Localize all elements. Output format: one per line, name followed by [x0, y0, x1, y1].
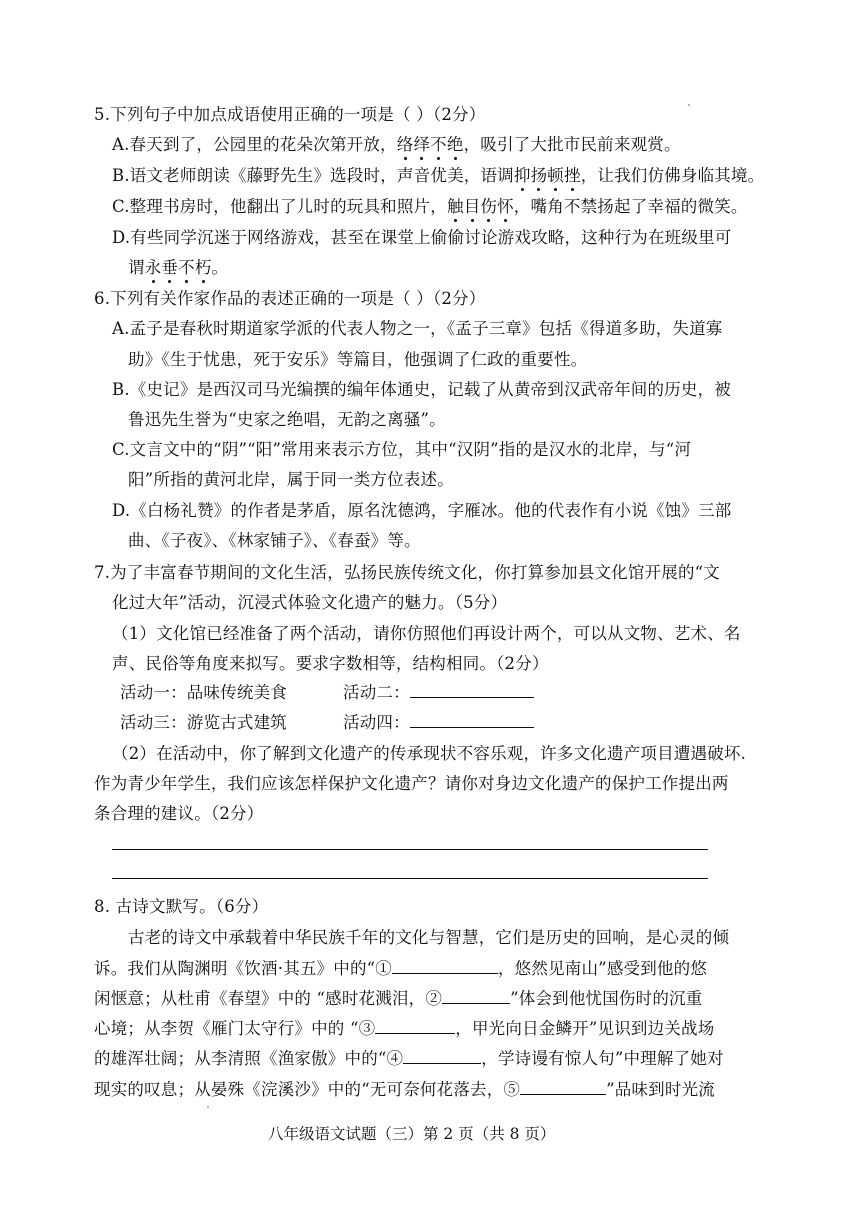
q5-c-before: C.整理书房时，他翻出了儿时的玩具和照片， [112, 197, 447, 216]
q6-stem: 6.下列有关作家作品的表述正确的一项是（ ）（2分） [94, 289, 486, 308]
dotted-char: 络 [396, 135, 414, 154]
q6-option-c-line2: 阳”所指的黄河北岸，属于同一类方位表述。 [128, 470, 454, 489]
scan-speck [207, 1106, 209, 1108]
blank-1[interactable] [392, 959, 498, 974]
activity-four [343, 712, 534, 734]
dotted-char: 不 [178, 258, 195, 277]
activity-three: 活动三：游览古式建筑 [120, 713, 287, 732]
activity-four-label: 活动四： [343, 713, 410, 732]
blank-2[interactable] [442, 989, 510, 1004]
q8-line6-start: 现实的叹息；从晏殊《浣溪沙》中的“无可奈何花落去，⑤ [94, 1080, 521, 1099]
q8-stem: 8. 古诗文默写。（6分） [94, 897, 269, 916]
dotted-char: 伤 [480, 197, 498, 216]
q5-d-after: 。 [211, 258, 229, 277]
q8-line6-end: ”品味到时光流 [606, 1080, 715, 1099]
dotted-char: 目 [463, 197, 481, 216]
q8-line4-start: 心境；从李贺《雁门太守行》中的 “③ [94, 1019, 376, 1038]
scan-speck [688, 104, 690, 106]
q7-part2-line3: 条合理的建议。（2分） [94, 804, 264, 823]
q6-option-d-line2: 曲、《子夜》、《林家铺子》、《春蚕》等。 [128, 531, 421, 550]
q7-part2-line2: 作为青少年学生，我们应该怎样保护文化遗产？请你对身边文化遗产的保护工作提出两 [94, 774, 729, 793]
q5-c-after: ，嘴角不禁扬起了幸福的微笑。 [513, 197, 748, 216]
q8-paragraph-line1: 古老的诗文中承载着中华民族千年的文化与智慧，它们是历史的回响，是心灵的倾 [128, 928, 730, 947]
q8-line5-start: 的雄浑壮阔；从李清照《渔家傲》中的“④ [94, 1049, 404, 1068]
answer-line-1[interactable] [112, 849, 708, 850]
q7-stem-line2: 化过大年”活动，沉浸式体验文化遗产的魅力。（5分） [112, 593, 508, 612]
q8-paragraph-line2 [94, 958, 707, 980]
dotted-char: 绎 [413, 135, 431, 154]
q6-option-c-line1: C.文言文中的“阴”“阳”常用来表示方位，其中“汉阴”指的是汉水的北岸，与“河 [112, 440, 692, 459]
blank-4[interactable] [403, 1049, 481, 1064]
q5-option-d-line1: D.有些同学沉迷于网络游戏，甚至在课堂上偷偷讨论游戏攻略，这种行为在班级里可 [112, 228, 732, 247]
dotted-char: 挫 [563, 166, 581, 185]
q5-d-before: 谓 [128, 258, 145, 277]
answer-line-2[interactable] [112, 878, 708, 879]
q7-part1-line2: 声、民俗等角度来拟写。要求字数相等，结构相同。（2分） [112, 654, 549, 673]
q5-a-after: ，吸引了大批市民前来观赏。 [463, 135, 681, 154]
page-footer: 八年级语文试题（三）第 2 页（共 8 页） [268, 1125, 556, 1143]
dotted-char: 绝 [446, 135, 464, 154]
q6-option-a-line1: A.孟子是春秋时期道家学派的代表人物之一，《孟子三章》包括《得道多助，失道寡 [112, 319, 723, 338]
dotted-char: 永 [144, 258, 162, 277]
dotted-char: 触 [446, 197, 464, 216]
blank-5[interactable] [520, 1080, 606, 1095]
q6-option-a-line2: 助》《生于忧患，死于安乐》等篇目，他强调了仁政的重要性。 [128, 350, 588, 369]
activity-two [343, 682, 534, 704]
activity-four-blank[interactable] [410, 713, 534, 728]
dotted-char: 不 [430, 135, 447, 154]
q6-option-b-line2: 鲁迅先生誉为“史家之绝唱，无韵之离骚”。 [128, 410, 446, 429]
q5-b-after: ，让我们仿佛身临其境。 [580, 166, 765, 185]
q8-paragraph-line4 [94, 1018, 714, 1040]
activity-one: 活动一：品味传统美食 [120, 683, 287, 702]
activity-two-blank[interactable] [410, 683, 534, 698]
q5-stem: 5.下列句子中加点成语使用正确的一项是（ ）（2分） [94, 105, 486, 124]
activity-two-label: 活动二： [343, 683, 410, 702]
q7-part1-line1: （1）文化馆已经准备了两个活动，请你仿照他们再设计两个，可以从文物、艺术、名 [112, 624, 741, 643]
dotted-char: 抑 [513, 166, 531, 185]
q8-line2-end: ，悠然见南山”感受到他的悠 [497, 959, 708, 978]
q7-part2-line1: （2）在活动中，你了解到文化遗产的传承现状不容乐观，许多文化遗产项目遭遇破坏. [112, 744, 747, 763]
q5-b-before: B.语文老师朗读《藤野先生》选段时，声音优美，语调 [112, 166, 514, 185]
q8-line2-start: 诉。我们从陶渊明《饮酒·其五》中的“① [94, 959, 392, 978]
dotted-char: 扬 [530, 166, 548, 185]
q5-option-c [112, 196, 748, 218]
q6-option-d-line1: D.《白杨礼赞》的作者是茅盾，原名沈德鸿，字雁冰。他的代表作有小说《蚀》三部 [112, 501, 732, 520]
q8-line4-end: ，甲光向日金鳞开”见识到边关战场 [455, 1019, 715, 1038]
dotted-char: 朽 [194, 258, 212, 277]
q8-paragraph-line6 [94, 1079, 715, 1101]
q8-line3-start: 闲惬意；从杜甫《春望》中的 “感时花溅泪，② [94, 989, 443, 1008]
q7-stem-line1: 7.为了丰富春节期间的文化生活，弘扬民族传统文化，你打算参加县文化馆开展的“文 [94, 563, 720, 582]
dotted-char: 怀 [497, 197, 514, 216]
blank-3[interactable] [375, 1019, 455, 1034]
q5-option-b [112, 165, 764, 187]
q5-option-d-line2 [128, 257, 228, 279]
q6-option-b-line1: B.《史记》是西汉司马光编撰的编年体通史，记载了从黄帝到汉武帝年间的历史，被 [112, 380, 731, 399]
dotted-char: 垂 [161, 258, 179, 277]
q8-line3-end: ”体会到他忧国伤时的沉重 [510, 989, 703, 1008]
q8-paragraph-line3 [94, 988, 702, 1010]
q5-option-a [112, 134, 681, 156]
q5-a-before: A.春天到了，公园里的花朵次第开放， [112, 135, 397, 154]
q8-paragraph-line5 [94, 1048, 724, 1070]
dotted-char: 顿 [547, 166, 564, 185]
q8-line5-end: ，学诗谩有惊人句”中理解了她对 [481, 1049, 724, 1068]
